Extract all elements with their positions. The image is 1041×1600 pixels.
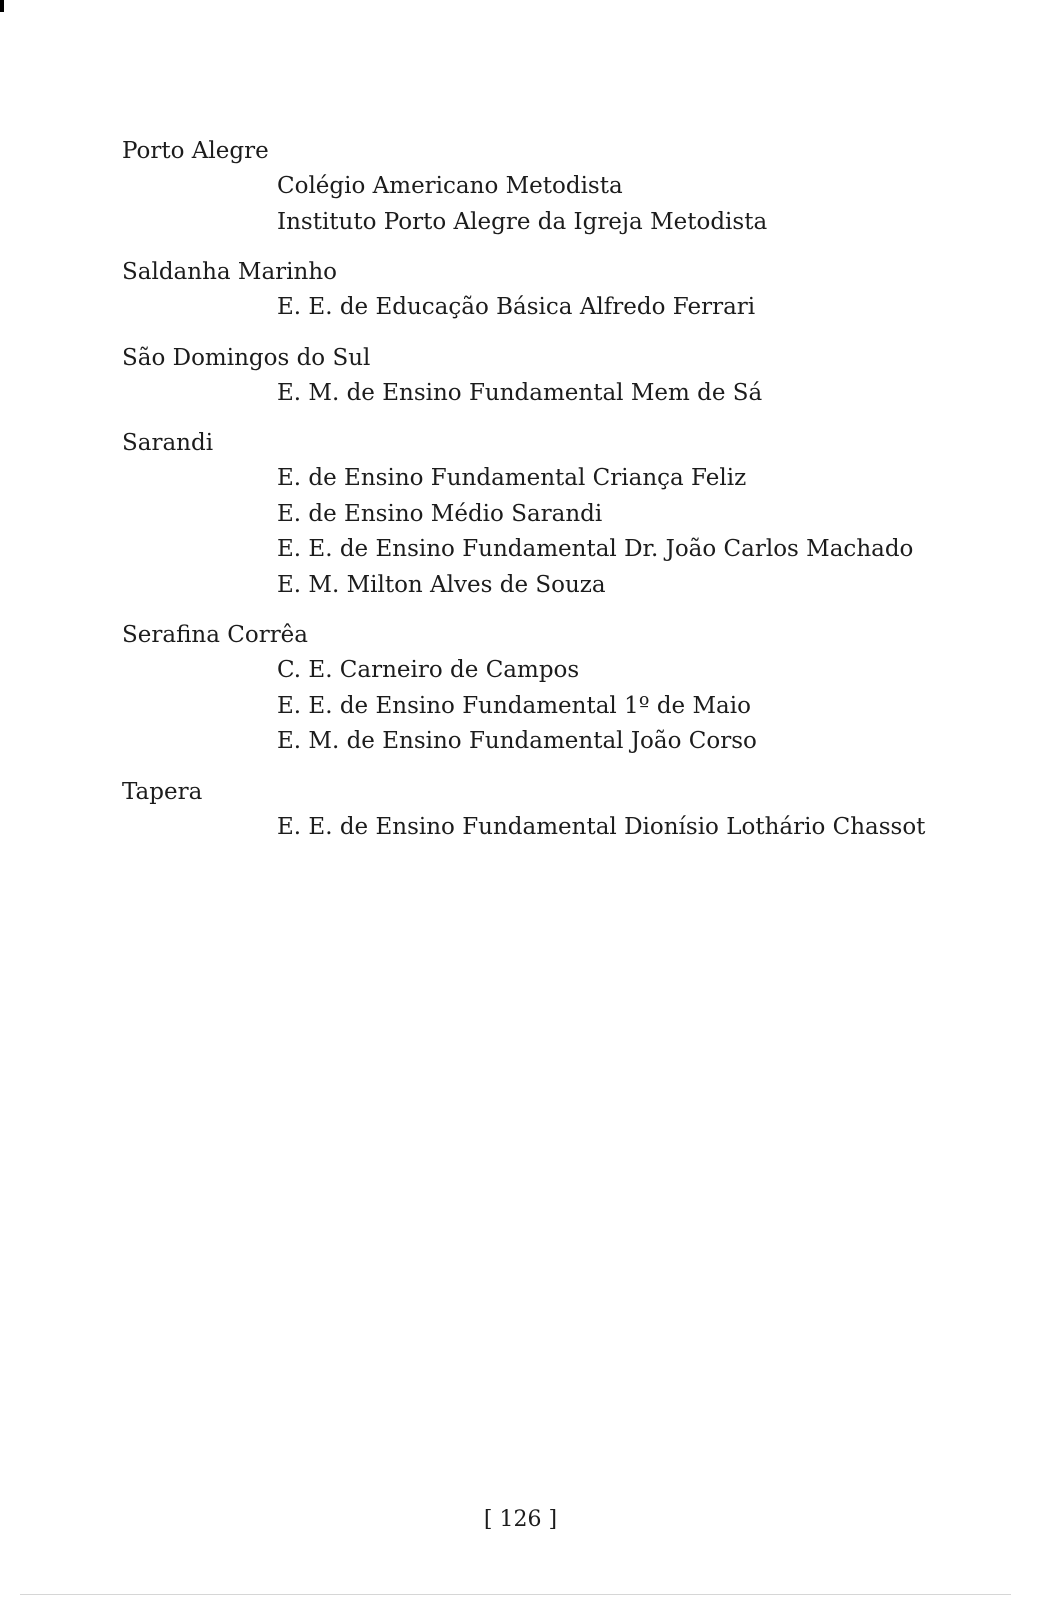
city-group-saldanha-marinho <box>122 255 1002 326</box>
school-name: E. E. de Ensino Fundamental Dionísio Lothário Chassot <box>277 813 926 840</box>
page-number: [ 126 ] <box>483 1507 558 1532</box>
school-list <box>122 134 1002 860</box>
school-name: E. de Ensino Fundamental Criança Feliz <box>277 465 747 491</box>
school-list-sarandi <box>122 461 1002 603</box>
city-name: Porto Alegre <box>122 138 269 164</box>
city-group-serafina-correa <box>122 618 1002 760</box>
city-name: Sarandi <box>122 430 214 456</box>
school-name: E. E. de Ensino Fundamental Dr. João Carlos Machado <box>277 536 914 562</box>
school-list-porto-alegre <box>122 169 1002 240</box>
school-name: E. M. Milton Alves de Souza <box>277 571 606 598</box>
school-list-serafina-correa <box>122 653 1002 760</box>
scan-corner-mark <box>0 0 4 12</box>
city-group-sarandi <box>122 426 1002 603</box>
city-name: Tapera <box>122 778 203 805</box>
school-name: Colégio Americano Metodista <box>277 173 623 199</box>
school-name: E. E. de Ensino Fundamental 1º de Maio <box>277 692 751 719</box>
city-name: São Domingos do Sul <box>122 344 371 371</box>
school-list-tapera <box>122 810 1002 846</box>
school-list-saldanha-marinho <box>122 290 1002 326</box>
school-name: E. de Ensino Médio Sarandi <box>277 500 603 527</box>
city-name: Serafina Corrêa <box>122 622 309 648</box>
city-group-porto-alegre <box>122 134 1002 240</box>
city-name: Saldanha Marinho <box>122 259 337 285</box>
school-name: E. M. de Ensino Fundamental João Corso <box>277 728 757 754</box>
school-list-sao-domingos-do-sul <box>122 376 1002 412</box>
city-group-sao-domingos-do-sul <box>122 341 1002 412</box>
school-name: E. M. de Ensino Fundamental Mem de Sá <box>277 379 763 406</box>
school-name: Instituto Porto Alegre da Igreja Metodista <box>277 208 768 235</box>
bottom-edge-rule <box>20 1594 1011 1595</box>
school-name: E. E. de Educação Básica Alfredo Ferrari <box>277 294 756 320</box>
school-name: C. E. Carneiro de Campos <box>277 657 580 683</box>
city-group-tapera <box>122 775 1002 846</box>
